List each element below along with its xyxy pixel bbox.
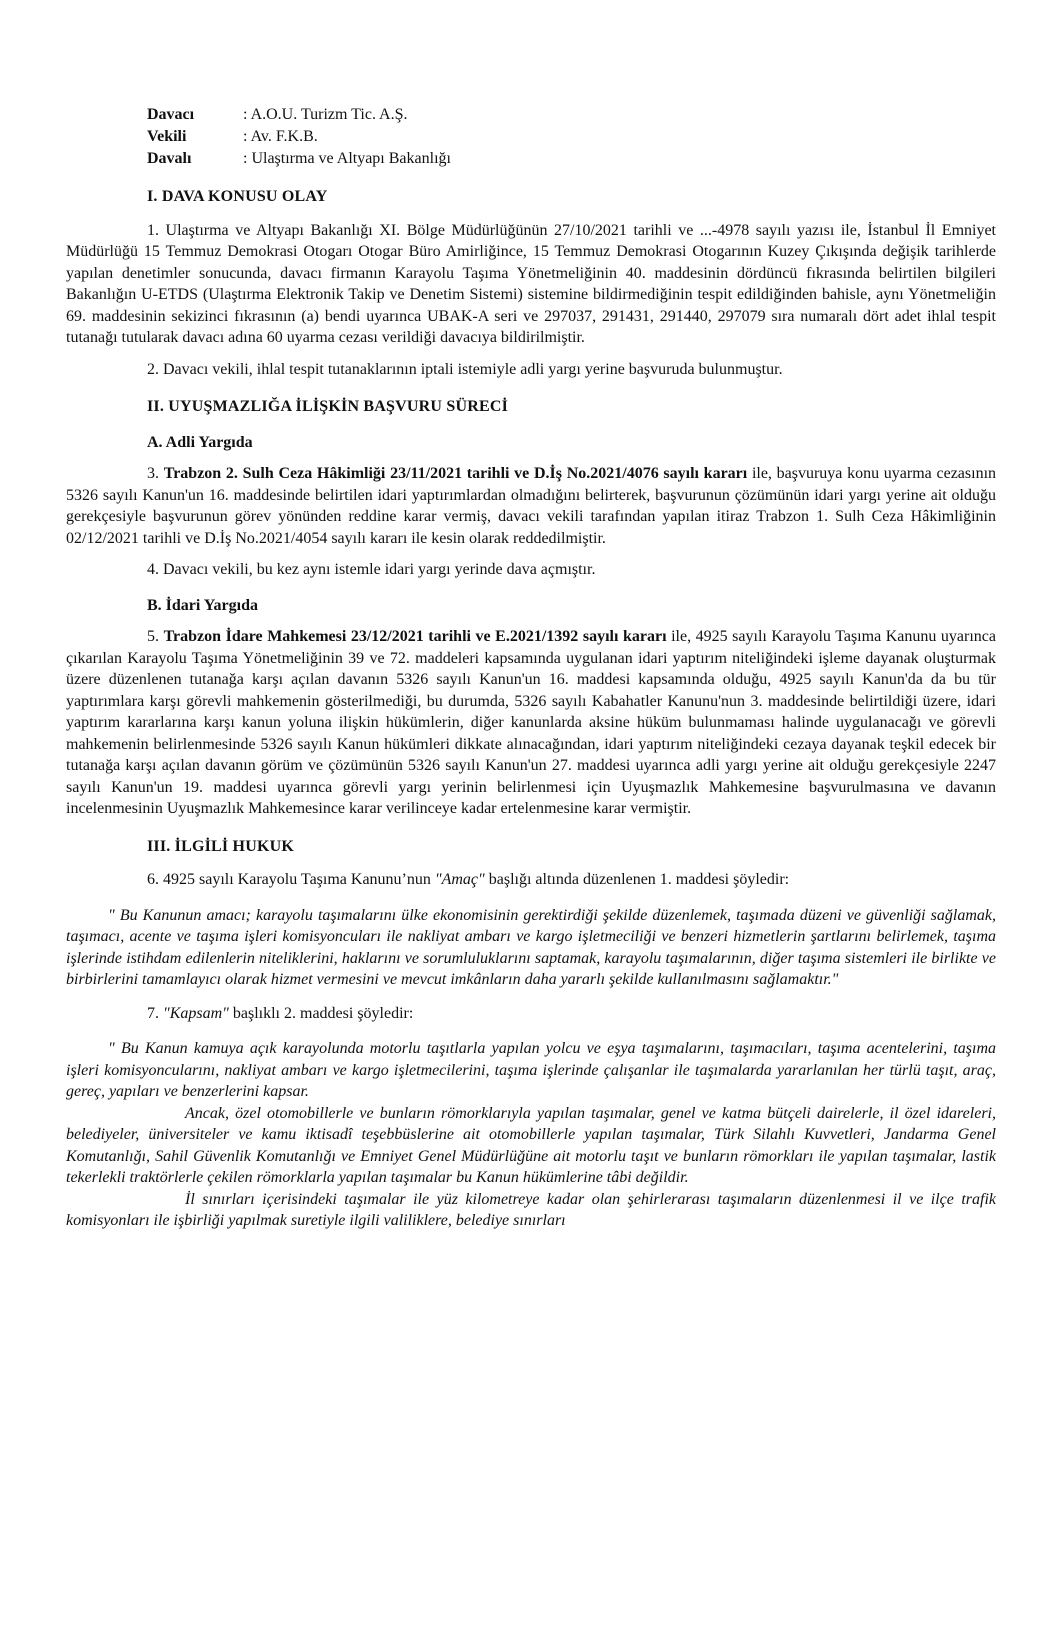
article-2-para-1: " Bu Kanun kamuya açık karayolunda motorlu taşıtlarla yapılan yolcu ve eşya taşımalarını, taşımacıları, taşıma acentelerini, taşıma işleri komisyoncularını, nakliyat ambarı ve kargo işletmecilerini, taşıma işlerinde çalışanlar ile taşımalarda yararlanılan her türlü taşıt, araç, gereç, yapıları ve benzerlerini kapsar. [66, 1040, 996, 1100]
article-2-para-3: İl sınırları içerisindeki taşımalar ile yüz kilometreye kadar olan şehirlerarası taşımaların düzenlenmesi il ve ilçe trafik komisyonları ile işbirliği yapılmak suretiyle ilgili valiliklere, belediye sınırları [66, 1190, 996, 1229]
defendant-value: : Ulaştırma ve Altyapı Bakanlığı [243, 150, 451, 167]
article-2-para-2: Ancak, özel otomobillerle ve bunların römorklarıyla yapılan taşımalar, genel ve katma bütçeli dairelerle, il özel idareleri, belediyeler, üniversiteler ve kamu iktisadî teşebbüslerine ait otomobillerle yapılan taşımalar, Türk Silahlı Kuvvetleri, Jandarma Genel Komutanlığı, Sahil Güvenlik Komutanlığı ve Emniyet Genel Müdürlüğüne ait motorlu taşıt ve bunların römorkları ile yapılan taşımalar, lastik tekerlekli traktörlerle çekilen römorklarla yapılan taşımalar bu Kanun hükümlerine tâbi değildir. [66, 1104, 996, 1186]
paragraph-3-text: ile, başvuruya konu uyarma cezasının 5326 sayılı Kanun'un 16. maddesinde belirtilen idari yaptırımlardan olmadığını belirterek, başvurunun çözümünün idari yargı yerine ait olduğu gerekçesiyle başvurunun görev yönünden reddine karar vermiş, davacı vekili tarafından yapılan itiraz Trabzon 1. Sulh Ceza Hâkimliğinin 02/12/2021 tarihli ve D.İş No.2021/4054 sayılı kararı ile kesin olarak reddedilmiştir. [66, 465, 997, 547]
paragraph-7-title: "Kapsam" [163, 1004, 229, 1022]
paragraph-5 [66, 626, 996, 820]
parties-block [147, 104, 996, 170]
paragraph-2: 2. Davacı vekili, ihlal tespit tutanaklarının iptali istemiyle adli yargı yerine başvuruda bulunmuştur. [147, 360, 783, 378]
paragraph-7 [66, 1003, 996, 1025]
section-3-heading: III. İLGİLİ HUKUK [147, 837, 294, 855]
section-2-heading: II. UYUŞMAZLIĞA İLİŞKİN BAŞVURU SÜRECİ [147, 398, 509, 415]
paragraph-1: 1. Ulaştırma ve Altyapı Bakanlığı XI. Bölge Müdürlüğünün 27/10/2021 tarihli ve ...-4978 sayılı yazısı ile, İstanbul İl Emniyet Müdürlüğü 15 Temmuz Demokrasi Otogarı Otogar Büro Amirliğince, 15 Temmuz Demokrasi Otogarının Kuzey Çıkışında değişik tarihlerde yapılan denetimler sonucunda, davacı firmanın Karayolu Taşıma Yönetmeliğinin 40. maddesinin dördüncü fıkrasında belirtilen bilgileri Bakanlığın U-ETDS (Ulaştırma Elektronik Takip ve Denetim Sistemi) sistemine bildirmediğinin tespit edildiğinden bahisle, aynı Yönetmeliğin 69. maddesinin sekizinci fıkrasının (a) bendi uyarınca UBAK-A seri ve 297037, 291431, 291440, 297079 sıra numaralı dört adet ihlal tespit tutanağı tutularak davacı adına 60 uyarma cezası verildiği davacıya bildirilmiştir. [66, 221, 996, 346]
plaintiff-value: : A.O.U. Turizm Tic. A.Ş. [243, 106, 408, 123]
paragraph-5-text: ile, 4925 sayılı Karayolu Taşıma Kanunu uyarınca çıkarılan Karayolu Taşıma Yönetmeliğinin 39 ve 72. maddeleri kapsamında uygulanan idari yaptırım niteliğindeki işleme dayanak oluşturmak üzere düzenlenen tutanağa karşı açılan davanın 5326 sayılı Kanun'un 16. maddesi kapsamında olduğu, 4925 sayılı Kanun'da da bu tür yaptırımlara karşı görevli mahkemenin gösterilmediği, bu durumda, 5326 sayılı Kabahatler Kanunu'nun 3. maddesinde belirtildiği üzere, idari yaptırım kararlarına karşı kanun yoluna ilişkin hükümlerin, diğer kanunlarda aksine hüküm bulunmaması halinde uygulanacağı ve görevli mahkemenin belirlenmesinde 5326 sayılı Kanun hükümleri dikkate alınacağından, idari yaptırım niteliğindeki cezaya dayanak teşkil edecek bir tutanağa karşı açılan davanın görüm ve çözümünün 5326 sayılı Kanun'un 27. maddesi uyarınca adli yargı yerine ait olduğu gerekçesiyle 2247 sayılı Kanun'un 19. maddesi uyarınca görevli yargı yerinin belirlenmesi için Uyuşmazlık Mahkemesine başvurulmasına ve davanın incelenmesinin Uyuşmazlık Mahkemesince karar verilinceye kadar ertelenmesine karar vermiştir. [66, 628, 997, 817]
attorney-row [147, 126, 996, 148]
paragraph-4: 4. Davacı vekili, bu kez aynı istemle idari yargı yerinde dava açmıştır. [147, 561, 596, 578]
attorney-label: Vekili [147, 128, 187, 145]
defendant-row [147, 148, 996, 170]
section-1-heading: I. DAVA KONUSU OLAY [147, 188, 328, 205]
paragraph-3-number: 3. [147, 465, 159, 482]
paragraph-6-text-a: 6. 4925 sayılı Karayolu Taşıma Kanunu’nun [147, 871, 435, 888]
attorney-value: : Av. F.K.B. [243, 128, 318, 145]
defendant-label: Davalı [147, 150, 192, 167]
paragraph-5-decision: Trabzon İdare Mahkemesi 23/12/2021 tarihli ve E.2021/1392 sayılı kararı [163, 628, 667, 645]
paragraph-7-text-b: başlıklı 2. maddesi şöyledir: [228, 1004, 414, 1022]
article-2-quote [66, 1038, 996, 1232]
paragraph-7-text-a: 7. [147, 1004, 163, 1022]
plaintiff-label: Davacı [147, 106, 195, 123]
subsection-b-heading: B. İdari Yargıda [147, 596, 258, 614]
paragraph-5-number: 5. [147, 628, 159, 645]
article-1-text: " Bu Kanunun amacı; karayolu taşımalarını ülke ekonomisinin gerektirdiği şekilde düzenlemek, taşımada düzeni ve güvenliği sağlamak, taşımacı, acente ve taşıma işleri komisyoncuları ile nakliyat ambarı ve kargo işletmeciliği ve benzeri hizmetlerin şartlarını belirlemek, taşıma işlerinde istihdam edilenlerin niteliklerini, haklarını ve sorumluluklarını saptamak, karayolu taşımalarının, diğer taşıma sistemleri ile birlikte ve birbirlerini tamamlayıcı olarak hizmet vermesini ve mevcut imkânların daha yararlı şekilde kullanılmasını sağlamaktır." [66, 906, 996, 988]
paragraph-6 [66, 869, 996, 891]
paragraph-3-decision: Trabzon 2. Sulh Ceza Hâkimliği 23/11/2021 tarihli ve D.İş No.2021/4076 sayılı kararı [163, 465, 748, 482]
paragraph-3 [66, 463, 996, 549]
document [66, 104, 996, 1244]
plaintiff-row [147, 104, 996, 126]
paragraph-6-title: "Amaç" [434, 871, 485, 888]
subsection-a-heading: A. Adli Yargıda [147, 433, 253, 451]
article-1-quote [66, 905, 996, 991]
paragraph-6-text-b: başlığı altında düzenlenen 1. maddesi şöyledir: [484, 871, 790, 888]
